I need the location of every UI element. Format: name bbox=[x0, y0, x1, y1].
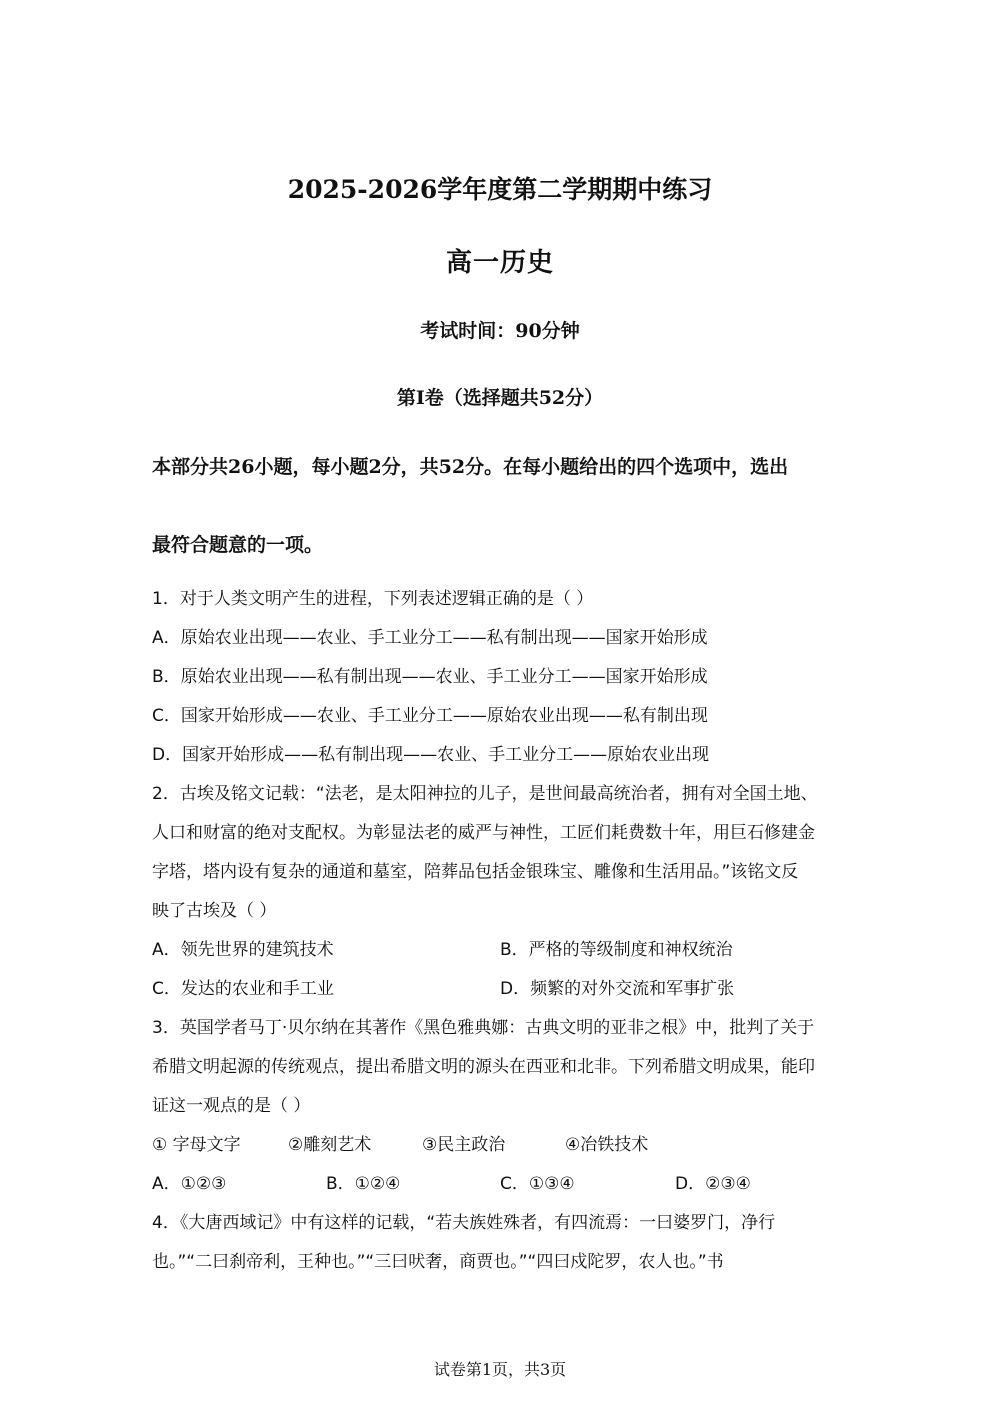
instructions-line-1: 本部分共26小题，每小题2分，共52分。在每小题给出的四个选项中，选出 bbox=[152, 456, 789, 478]
q1-option-d: D．国家开始形成——私有制出现——农业、手工业分工——原始农业出现 bbox=[152, 745, 710, 765]
exam-title: 2025-2026学年度第二学期期中练习 bbox=[287, 175, 713, 204]
q2-option-b: B．严格的等级制度和神权统治 bbox=[500, 940, 733, 960]
q3-option-c: C．①③④ bbox=[500, 1174, 575, 1194]
q3-item-4: ④冶铁技术 bbox=[565, 1135, 649, 1155]
q2-stem-line-3: 字塔，塔内设有复杂的通道和墓室，陪葬品包括金银珠宝、雕像和生活用品。”该铭文反 bbox=[152, 862, 799, 882]
q2-option-d: D．频繁的对外交流和军事扩张 bbox=[500, 979, 735, 999]
q3-item-1: ① 字母文字 bbox=[152, 1135, 241, 1155]
page-footer: 试卷第1页，共3页 bbox=[433, 1360, 567, 1379]
q2-stem-line-1: 2．古埃及铭文记载：“法老，是太阳神拉的儿子，是世间最高统治者，拥有对全国土地、 bbox=[152, 784, 818, 804]
section-heading: 第I卷（选择题共52分） bbox=[396, 387, 604, 409]
q3-stem-line-3: 证这一观点的是（ ） bbox=[152, 1096, 311, 1116]
q3-option-a: A．①②③ bbox=[152, 1174, 227, 1194]
q3-option-d: D．②③④ bbox=[675, 1174, 751, 1194]
q2-option-c: C．发达的农业和手工业 bbox=[152, 979, 334, 999]
q3-option-b: B．①②④ bbox=[326, 1174, 401, 1194]
q2-stem-line-4: 映了古埃及（ ） bbox=[152, 901, 277, 921]
q4-stem-line-2: 也。”“二曰刹帝利，王种也。”“三曰吠奢，商贾也。”“四曰戍陀罗，农人也。”书 bbox=[152, 1252, 724, 1272]
q2-option-a: A．领先世界的建筑技术 bbox=[152, 940, 334, 960]
q4-stem-line-1: 4．《大唐西域记》中有这样的记载，“若夫族姓殊者，有四流焉：一曰婆罗门，净行 bbox=[152, 1213, 776, 1233]
q3-item-2: ②雕刻艺术 bbox=[288, 1135, 372, 1155]
q3-stem-line-2: 希腊文明起源的传统观点，提出希腊文明的源头在西亚和北非。下列希腊文明成果，能印 bbox=[152, 1057, 815, 1077]
exam-time: 考试时间：90分钟 bbox=[420, 320, 580, 342]
q1-option-b: B．原始农业出现——私有制出现——农业、手工业分工——国家开始形成 bbox=[152, 667, 708, 687]
q1-option-c: C．国家开始形成——农业、手工业分工——原始农业出现——私有制出现 bbox=[152, 706, 708, 726]
q2-stem-line-2: 人口和财富的绝对支配权。为彰显法老的威严与神性，工匠们耗费数十年，用巨石修建金 bbox=[152, 823, 815, 843]
q1-option-a: A．原始农业出现——农业、手工业分工——私有制出现——国家开始形成 bbox=[152, 628, 708, 648]
q3-stem-line-1: 3．英国学者马丁·贝尔纳在其著作《黑色雅典娜：古典文明的亚非之根》中，批判了关于 bbox=[152, 1018, 815, 1038]
instructions-line-2: 最符合题意的一项。 bbox=[152, 534, 324, 556]
q3-item-3: ③民主政治 bbox=[422, 1135, 506, 1155]
exam-subject: 高一历史 bbox=[445, 248, 554, 278]
q1-stem: 1．对于人类文明产生的进程，下列表述逻辑正确的是（ ） bbox=[152, 589, 594, 609]
